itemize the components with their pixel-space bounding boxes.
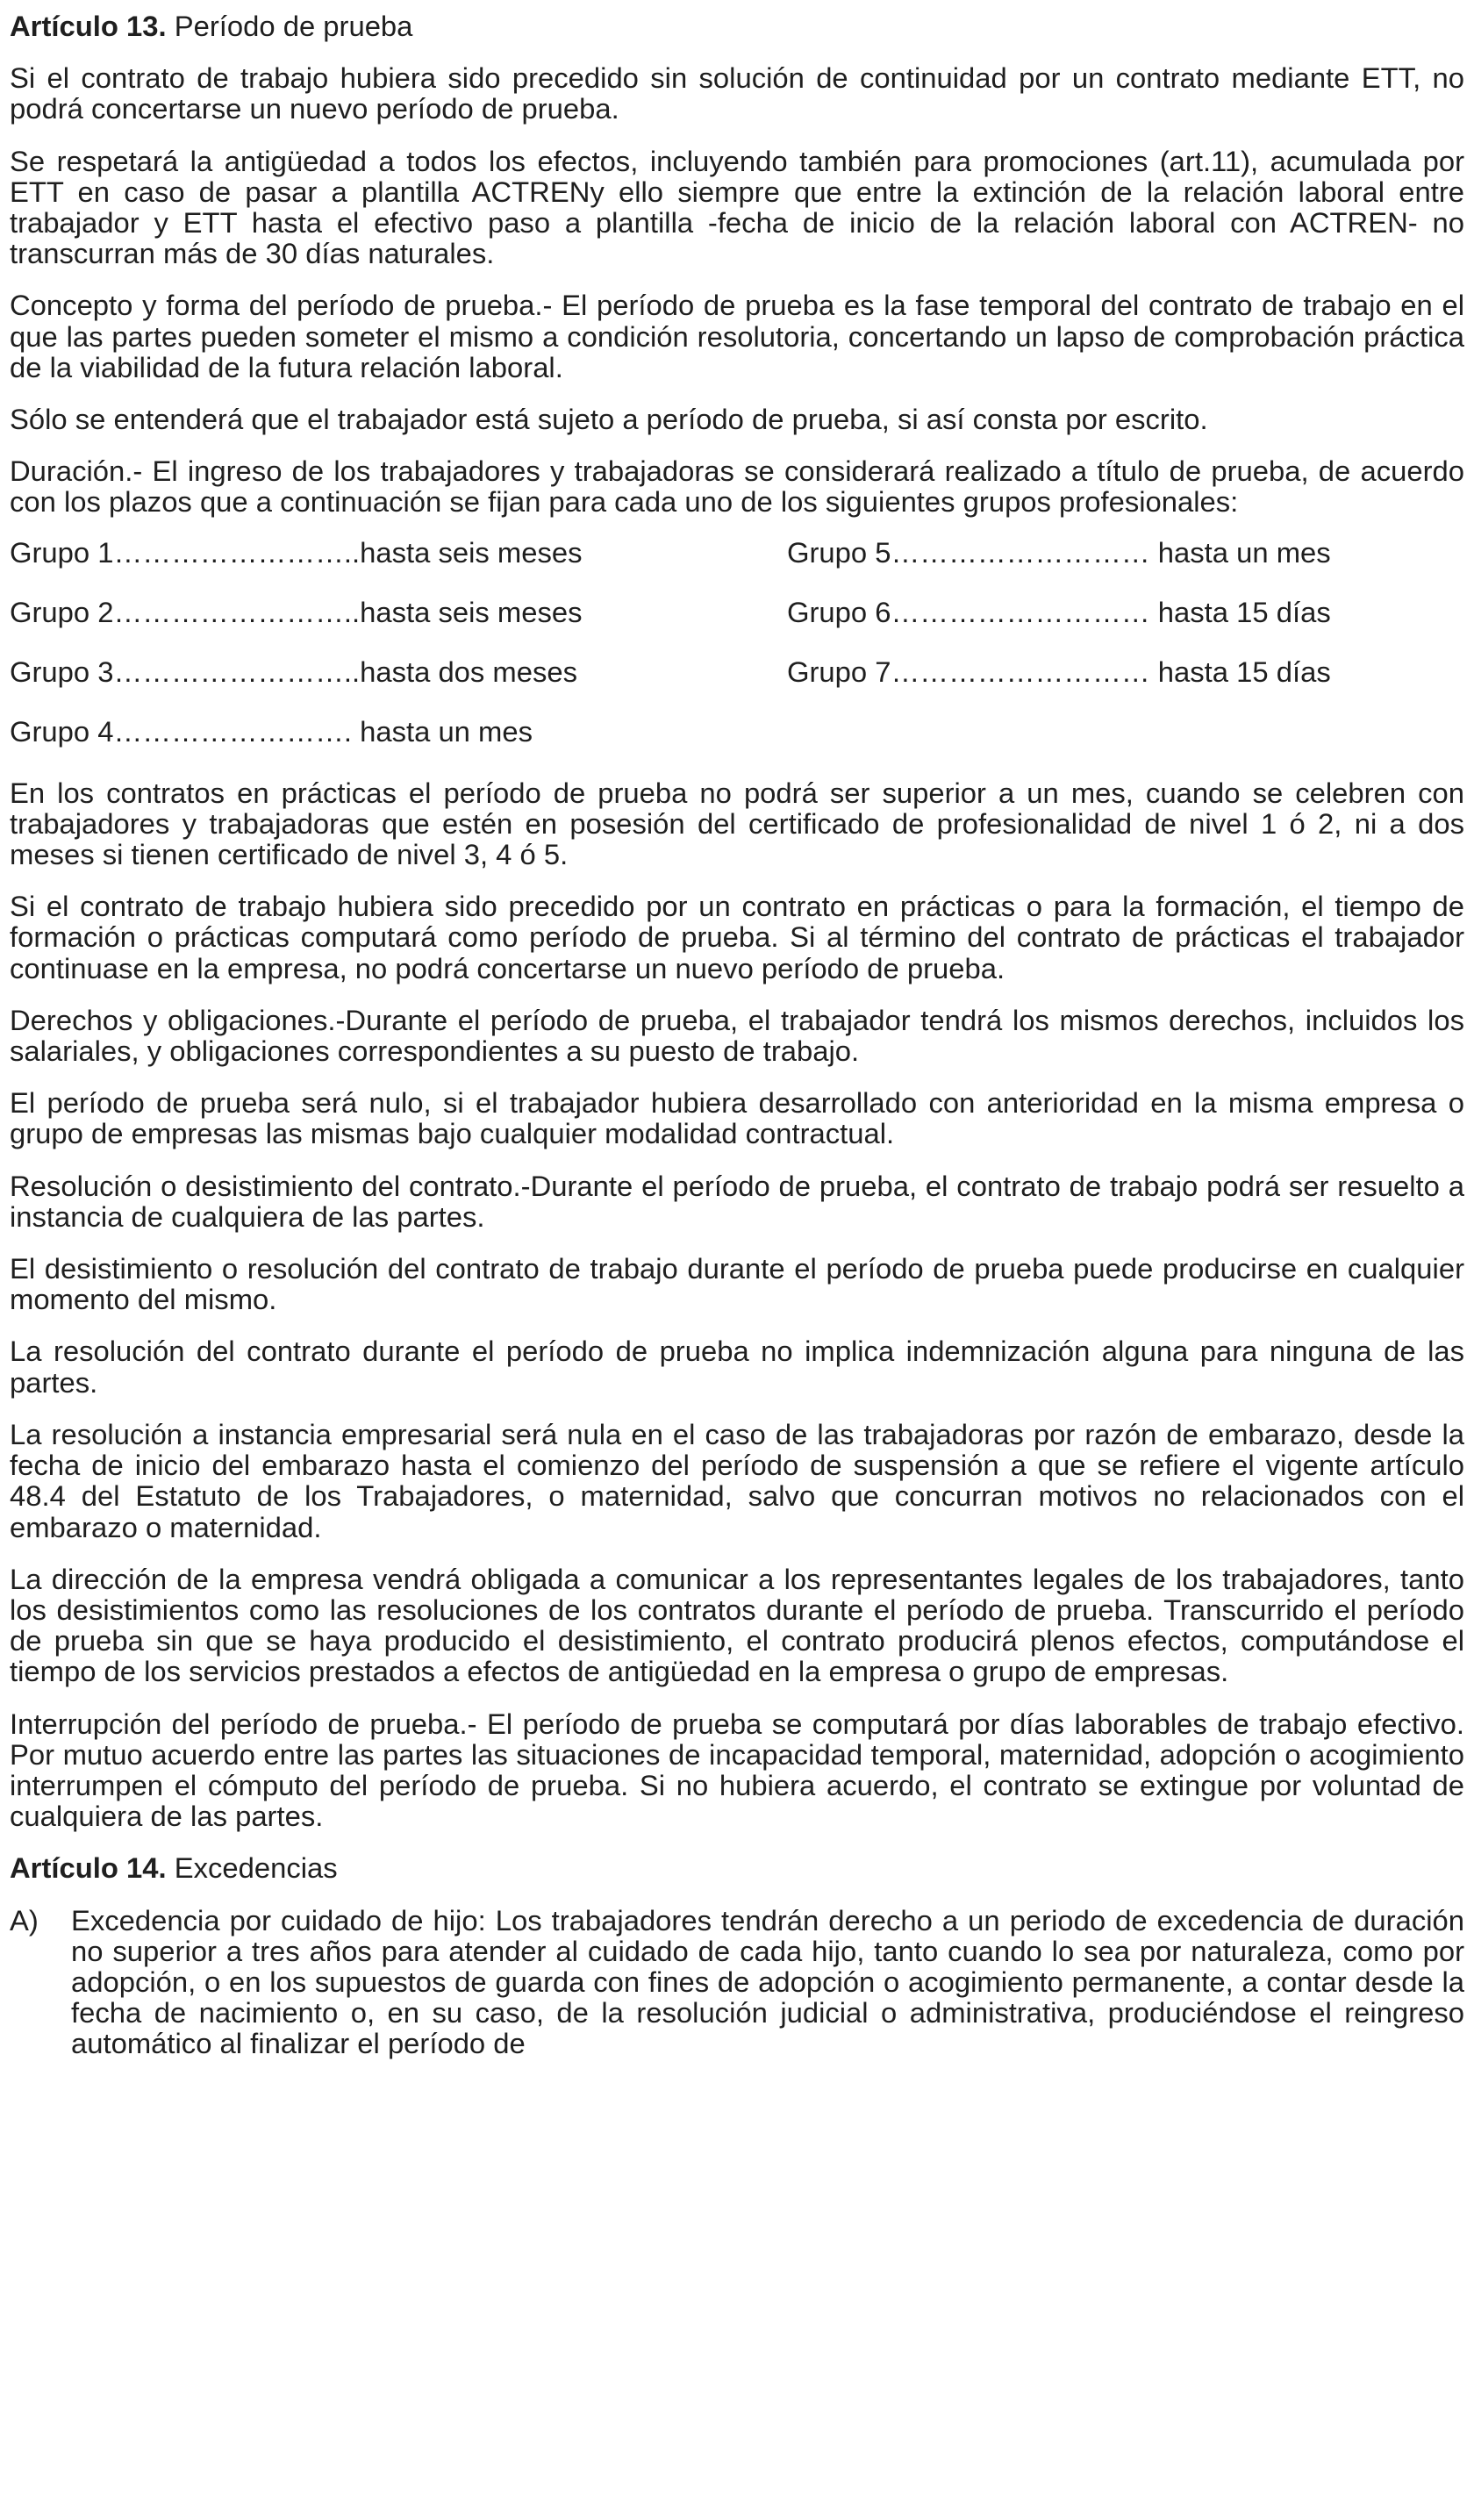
paragraph-13-3: Concepto y forma del período de prueba.- El período de prueba es la fase temporal del contrato de trabajo en el que las partes pueden someter el mismo a condición resolutoria, concertando un lapso de comprobación práctica de la viabilidad de la futura relación laboral. <box>10 289 1464 383</box>
paragraph-13-10: Resolución o desistimiento del contrato.-Durante el período de prueba, el contrato de trabajo podrá ser resuelto a instancia de cualquiera de las partes. <box>10 1169 1464 1233</box>
list-item-marker: A) <box>10 1903 39 1937</box>
group-1-duration: Grupo 1……………………..hasta seis meses <box>10 535 583 569</box>
article-13-title: Período de prueba <box>166 10 413 42</box>
group-3-duration: Grupo 3……………………..hasta dos meses <box>10 655 578 688</box>
paragraph-13-13: La resolución a instancia empresarial será nula en el caso de las trabajadoras por razón de embarazo, desde la fecha de inicio del embarazo hasta el comienzo del período de suspensión a que se refiere el vigente artículo 48.4 del Estatuto de los Trabajadores, o maternidad, salvo que concurran motivos no relacionados con el embarazo o maternidad. <box>10 1417 1464 1543</box>
paragraph-13-11: El desistimiento o resolución del contrato de trabajo durante el período de prueba puede producirse en cualquier momento del mismo. <box>10 1252 1464 1316</box>
paragraph-13-5: Duración.- El ingreso de los trabajadores y trabajadoras se considerará realizado a título de prueba, de acuerdo con los plazos que a continuación se fijan para cada uno de los siguientes grupos profesionales: <box>10 455 1464 519</box>
probation-groups-list <box>10 537 1464 748</box>
group-7-duration: Grupo 7……………………… hasta 15 días <box>787 655 1331 688</box>
paragraph-13-2: Se respetará la antigüedad a todos los efectos, incluyendo también para promociones (art.11), acumulada por ETT en caso de pasar a plantilla ACTRENy ello siempre que entre la extinción de la relación laboral entre trabajador y ETT hasta el efectivo paso a plantilla -fecha de inicio de la relación laboral con ACTREN- no transcurran más de 30 días naturales. <box>10 144 1464 270</box>
article-14-title: Excedencias <box>166 1851 338 1885</box>
group-6-duration: Grupo 6……………………… hasta 15 días <box>787 595 1331 628</box>
paragraph-13-15: Interrupción del período de prueba.- El período de prueba se computará por días laborables de trabajo efectivo. Por mutuo acuerdo entre las partes las situaciones de incapacidad temporal, maternidad, adopción o acogimiento interrumpen el cómputo del período de prueba. Si no hubiera acuerdo, el contrato se extingue por voluntad de cualquiera de las partes. <box>10 1707 1464 1833</box>
group-5-duration: Grupo 5……………………… hasta un mes <box>787 535 1331 569</box>
paragraph-13-8: Derechos y obligaciones.-Durante el período de prueba, el trabajador tendrá los mismos derechos, incluidos los salariales, y obligaciones correspondientes a su puesto de trabajo. <box>10 1003 1464 1068</box>
article-14-number: Artículo 14. <box>10 1851 167 1885</box>
article-14-heading <box>10 1852 1464 1883</box>
group-4-duration: Grupo 4……………………. hasta un mes <box>10 714 533 748</box>
article-13-heading <box>10 11 1464 41</box>
paragraph-13-14: La dirección de la empresa vendrá obligada a comunicar a los representantes legales de los trabajadores, tanto los desistimientos como las resoluciones de los contratos durante el período de prueba. Transcurrido el período de prueba sin que se haya producido el desistimiento, el contrato producirá plenos efectos, computándose el tiempo de los servicios prestados a efectos de antigüedad en la empresa o grupo de empresas. <box>10 1562 1464 1688</box>
paragraph-13-9: El período de prueba será nulo, si el trabajador hubiera desarrollado con anterioridad en la misma empresa o grupo de empresas las mismas bajo cualquier modalidad contractual. <box>10 1086 1464 1150</box>
article-13-number: Artículo 13. <box>10 10 167 42</box>
group-2-duration: Grupo 2……………………..hasta seis meses <box>10 595 583 628</box>
list-item-text: Excedencia por cuidado de hijo: Los trabajadores tendrán derecho a un periodo de excedencia de duración no superior a tres años para atender al cuidado de cada hijo, tanto cuando lo sea por naturaleza, como por adopción, o en los supuestos de guarda con fines de adopción o acogimiento permanente, a contar desde la fecha de nacimiento o, en su caso, de la resolución judicial o administrativa, produciéndose el reingreso automático al finalizar el período de <box>71 1903 1464 2060</box>
list-item <box>10 1905 1464 2059</box>
paragraph-13-1: Si el contrato de trabajo hubiera sido precedido sin solución de continuidad por un contrato mediante ETT, no podrá concertarse un nuevo período de prueba. <box>10 61 1464 125</box>
paragraph-13-6: En los contratos en prácticas el período de prueba no podrá ser superior a un mes, cuando se celebren con trabajadores y trabajadoras que estén en posesión del certificado de profesionalidad de nivel 1 ó 2, ni a dos meses si tienen certificado de nivel 3, 4 ó 5. <box>10 776 1464 871</box>
paragraph-13-12: La resolución del contrato durante el período de prueba no implica indemnización alguna para ninguna de las partes. <box>10 1335 1464 1399</box>
paragraph-13-7: Si el contrato de trabajo hubiera sido precedido por un contrato en prácticas o para la formación, el tiempo de formación o prácticas computará como período de prueba. Si al término del contrato de prácticas el trabajador continuase en la empresa, no podrá concertarse un nuevo período de prueba. <box>10 890 1464 984</box>
paragraph-13-4: Sólo se entenderá que el trabajador está sujeto a período de prueba, si así consta por escrito. <box>10 403 1208 436</box>
